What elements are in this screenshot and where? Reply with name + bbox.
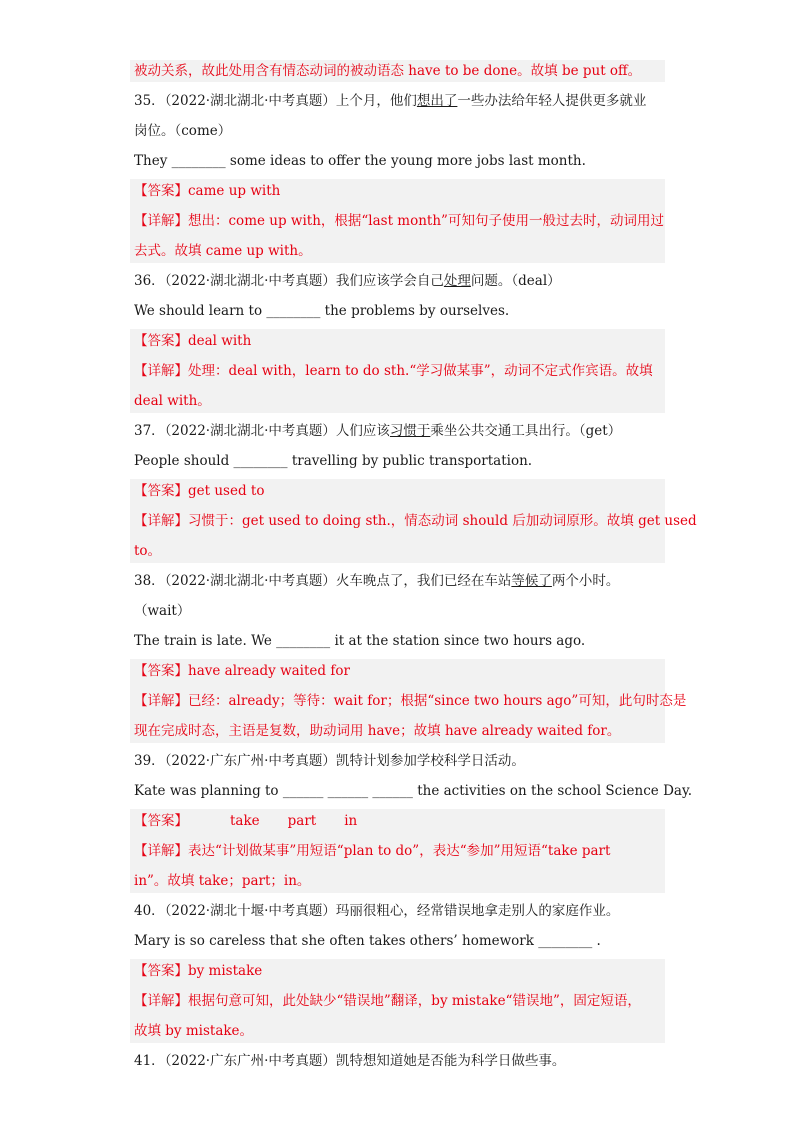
answer-39 [134, 811, 357, 831]
question-41-source [134, 1051, 565, 1071]
question-38-source [134, 571, 619, 591]
question-38-sentence: The train is late. We ________ it at the station since two hours ago. [134, 633, 586, 649]
answer-36: 【答案】deal with [134, 333, 252, 349]
question-text: （2022·湖北湖北·中考真题）人们应该 [164, 423, 390, 439]
question-number: 41． [134, 1053, 165, 1069]
question-number: 38． [134, 573, 165, 589]
question-37-sentence: People should ________ travelling by public transportation. [134, 453, 533, 469]
question-text: （2022·湖北湖北·中考真题）火车晚点了，我们已经在车站 [164, 573, 512, 589]
question-text: （2022·湖北湖北·中考真题）我们应该学会自己 [164, 273, 444, 289]
question-number: 37． [134, 423, 165, 439]
explanation-37-line1: 【详解】习惯于：get used to doing sth.，情态动词 should 后加动词原形。故填 get used [134, 513, 697, 529]
question-text: 一些办法给年轻人提供更多就业 [457, 93, 647, 109]
question-number: 40． [134, 903, 165, 919]
explanation-36-line1: 【详解】处理：deal with，learn to do sth.“学习做某事”，动词不定式作宾语。故填 [134, 363, 653, 379]
question-text: （2022·湖北十堰·中考真题）玛丽很粗心，经常错误地拿走别人的家庭作业。 [164, 903, 620, 919]
answer-label: 【答案】 [134, 813, 188, 829]
question-text: （2022·广东广州·中考真题）凯特想知道她是否能为科学日做些事。 [164, 1053, 566, 1069]
answer-37: 【答案】get used to [134, 483, 265, 499]
explanation-38-line2: 现在完成时态，主语是复数，助动词用 have；故填 have already waited for。 [134, 723, 621, 739]
question-text: 两个小时。 [551, 573, 620, 589]
explanation-39-line1: 【详解】表达“计划做某事”用短语“plan to do”，表达“参加”用短语“take part [134, 843, 611, 859]
question-36-source [134, 271, 561, 291]
question-38-hint: （wait） [134, 603, 191, 619]
question-number: 39． [134, 753, 165, 769]
question-36-sentence: We should learn to ________ the problems by ourselves. [134, 303, 510, 319]
underlined-phrase: 处理 [443, 273, 471, 289]
question-40-source [134, 901, 619, 921]
underlined-phrase: 习惯于 [389, 423, 431, 439]
answer-word: in [344, 813, 358, 829]
question-text: （2022·湖北湖北·中考真题）上个月，他们 [164, 93, 417, 109]
explanation-38-line1: 【详解】已经：already；等待：wait for；根据“since two hours ago”可知，此句时态是 [134, 693, 687, 709]
question-35-hint: 岗位。（come） [134, 123, 232, 139]
question-text: （2022·广东广州·中考真题）凯特计划参加学校科学日活动。 [164, 753, 525, 769]
question-35-source [134, 91, 646, 111]
explanation-40-line2: 故填 by mistake。 [134, 1023, 254, 1039]
explanation-40-line1: 【详解】根据句意可知，此处缺少“错误地”翻译，by mistake“错误地”，固定短语， [134, 993, 641, 1009]
answer-word: part [287, 813, 317, 829]
question-40-sentence: Mary is so careless that she often takes others’ homework ________ . [134, 933, 601, 949]
answer-38: 【答案】have already waited for [134, 663, 350, 679]
explanation-39-line2: in”。故填 take；part；in。 [134, 873, 311, 889]
question-35-sentence: They ________ some ideas to offer the young more jobs last month. [134, 153, 586, 169]
explanation-35-line1: 【详解】想出：come up with，根据“last month”可知句子使用一般过去时，动词用过 [134, 213, 664, 229]
underlined-phrase: 想出了 [416, 93, 458, 109]
question-number: 36． [134, 273, 165, 289]
question-text: 乘坐公共交通工具出行。（get） [430, 423, 622, 439]
explanation-37-line2: to。 [134, 543, 162, 559]
answer-35: 【答案】came up with [134, 183, 281, 199]
answer-word: take [230, 813, 260, 829]
explanation-35-line2: 去式。故填 came up with。 [134, 243, 312, 259]
question-number: 35． [134, 93, 165, 109]
question-39-source [134, 751, 525, 771]
explanation-36-line2: deal with。 [134, 393, 211, 409]
question-37-source [134, 421, 621, 441]
question-39-sentence: Kate was planning to ______ ______ ______ the activities on the school Science Day. [134, 783, 693, 799]
underlined-phrase: 等候了 [511, 573, 552, 589]
answer-40: 【答案】by mistake [134, 963, 263, 979]
question-text: 问题。（deal） [470, 273, 561, 289]
explanation-line: 被动关系，故此处用含有情态动词的被动语态 have to be done。故填 be put off。 [134, 63, 642, 79]
